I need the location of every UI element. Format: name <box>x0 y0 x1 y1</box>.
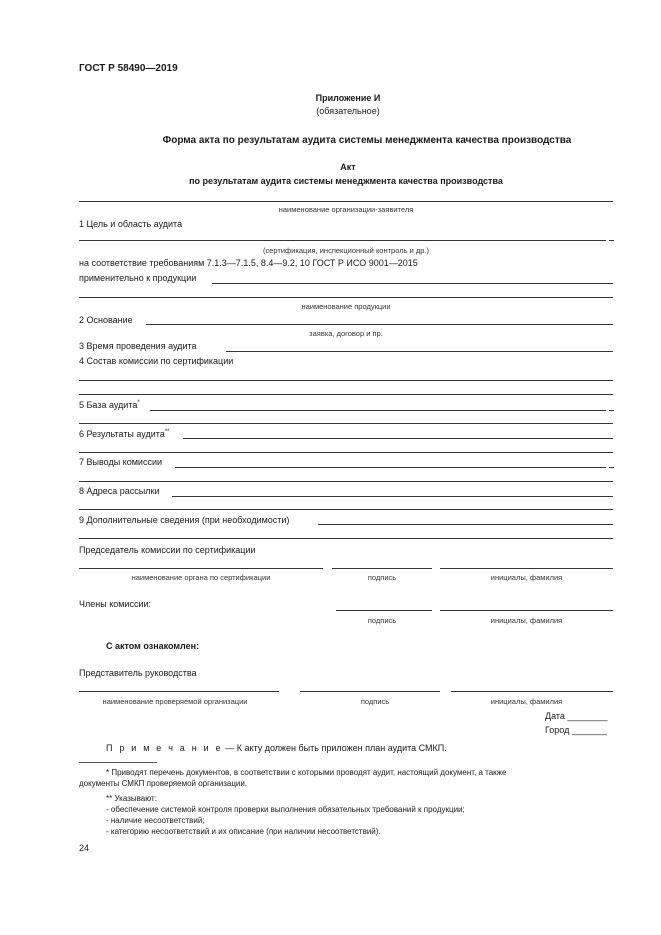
chairman-org-line[interactable] <box>79 568 323 569</box>
item-5-line[interactable] <box>150 410 606 411</box>
product-line-2[interactable] <box>79 297 613 298</box>
item-7-line[interactable] <box>175 467 606 468</box>
rep-name-caption: инициалы, фамилия <box>490 697 563 706</box>
item-1-line[interactable] <box>79 240 606 241</box>
annex-title: Приложение И <box>315 93 381 103</box>
org-line[interactable] <box>79 201 613 202</box>
item-6-line[interactable] <box>183 438 613 439</box>
item-2-line[interactable] <box>146 324 613 325</box>
item-7-label: 7 Выводы комиссии <box>79 457 162 467</box>
item-1-line-end <box>609 240 614 241</box>
ack-title: С актом ознакомлен: <box>106 641 200 651</box>
item-9-line-2[interactable] <box>79 538 613 539</box>
item-5-label <box>79 400 140 410</box>
item-3-label: 3 Время проведения аудита <box>79 341 197 351</box>
form-title: Форма акта по результатам аудита системы менеджмента качества производства <box>162 135 572 146</box>
product-label: применительно к продукции <box>79 273 197 283</box>
footnote-separator <box>79 762 157 763</box>
chairman-label: Председатель комиссии по сертификации <box>79 545 256 555</box>
rep-name-line[interactable] <box>451 691 613 692</box>
footnote-2-item: - обеспечение системой контроля проверки выполнения обязательных требований к продукции; <box>106 805 465 814</box>
product-line[interactable] <box>212 283 613 284</box>
item-8-line[interactable] <box>172 496 613 497</box>
item-6-text: 6 Результаты аудита <box>79 429 165 439</box>
item-7-line-end <box>609 467 614 468</box>
item-6-footnote-mark: ** <box>164 429 170 435</box>
city-label: Город _______ <box>545 725 607 735</box>
item-5-line-end <box>609 410 614 411</box>
item-8-label: 8 Адреса рассылки <box>79 486 160 496</box>
item-4-line-2[interactable] <box>79 394 613 395</box>
item-8-line-2[interactable] <box>79 509 613 510</box>
product-caption: наименование продукции <box>301 302 391 311</box>
compliance-text: на соответствие требованиям 7.1.3—7.1.5, 8.4—9.2, 10 ГОСТ Р ИСО 9001—2015 <box>79 258 418 268</box>
page-number: 24 <box>79 843 90 853</box>
item-9-label: 9 Дополнительные сведения (при необходимости) <box>79 515 290 525</box>
item-6-label <box>79 429 170 439</box>
footnote-2-item: - категорию несоответствий и их описание (при наличии несоответствий). <box>106 827 381 836</box>
date-label: Дата ________ <box>545 711 608 721</box>
item-5-line-2[interactable] <box>79 423 613 424</box>
item-6-line-2[interactable] <box>79 452 613 453</box>
footnote-2: ** Указывают: <box>106 794 157 803</box>
members-name-caption: инициалы, фамилия <box>490 616 563 625</box>
chairman-sign-line[interactable] <box>332 568 432 569</box>
chairman-sign-caption: подпись <box>367 573 397 582</box>
note-text: — К акту должен быть приложен план аудита СМКП. <box>222 743 447 753</box>
item-5-text: 5 База аудита <box>79 400 138 410</box>
standard-header: ГОСТ Р 58490—2019 <box>79 63 178 74</box>
item-9-line[interactable] <box>318 524 613 525</box>
members-label: Члены комиссии: <box>79 599 152 609</box>
footnote-1: * Приводят перечень документов, в соответствии с которыми проводят аудит, настоящий документ, а также <box>106 768 507 777</box>
act-title: Акт <box>340 162 356 172</box>
item-1-label: 1 Цель и область аудита <box>79 219 183 229</box>
rep-sign-caption: подпись <box>360 697 390 706</box>
item-4-label: 4 Состав комиссии по сертификации <box>79 356 234 366</box>
members-sign-caption: подпись <box>367 616 397 625</box>
members-sign-line[interactable] <box>336 610 432 611</box>
rep-org-caption: наименование проверяемой организации <box>102 697 248 706</box>
org-caption: наименование организации-заявителя <box>278 205 414 214</box>
footnote-2-item: - наличие несоответствий; <box>106 816 205 825</box>
chairman-name-line[interactable] <box>440 568 613 569</box>
note <box>106 743 447 753</box>
rep-sign-line[interactable] <box>300 691 440 692</box>
item-4-line-1[interactable] <box>79 380 613 381</box>
rep-org-line[interactable] <box>79 691 279 692</box>
item-1-caption: (сертификация, инспекционный контроль и др.) <box>263 246 429 255</box>
item-5-footnote-mark: * <box>137 400 140 406</box>
chairman-name-caption: инициалы, фамилия <box>490 573 563 582</box>
item-7-line-2[interactable] <box>79 481 613 482</box>
item-3-line[interactable] <box>226 351 613 352</box>
note-label: П р и м е ч а н и е <box>106 743 223 753</box>
act-subtitle: по результатам аудита системы менеджмента качества производства <box>189 176 503 186</box>
footnote-1-cont: документы СМКП проверяемой организации. <box>79 779 248 788</box>
rep-label: Представитель руководства <box>79 668 197 678</box>
chairman-org-caption: наименование органа по сертификации <box>131 573 271 582</box>
annex-status: (обязательное) <box>316 106 380 116</box>
members-name-line[interactable] <box>440 610 613 611</box>
item-2-caption: заявка, договор и пр. <box>309 329 383 338</box>
item-2-label: 2 Основание <box>79 315 133 325</box>
